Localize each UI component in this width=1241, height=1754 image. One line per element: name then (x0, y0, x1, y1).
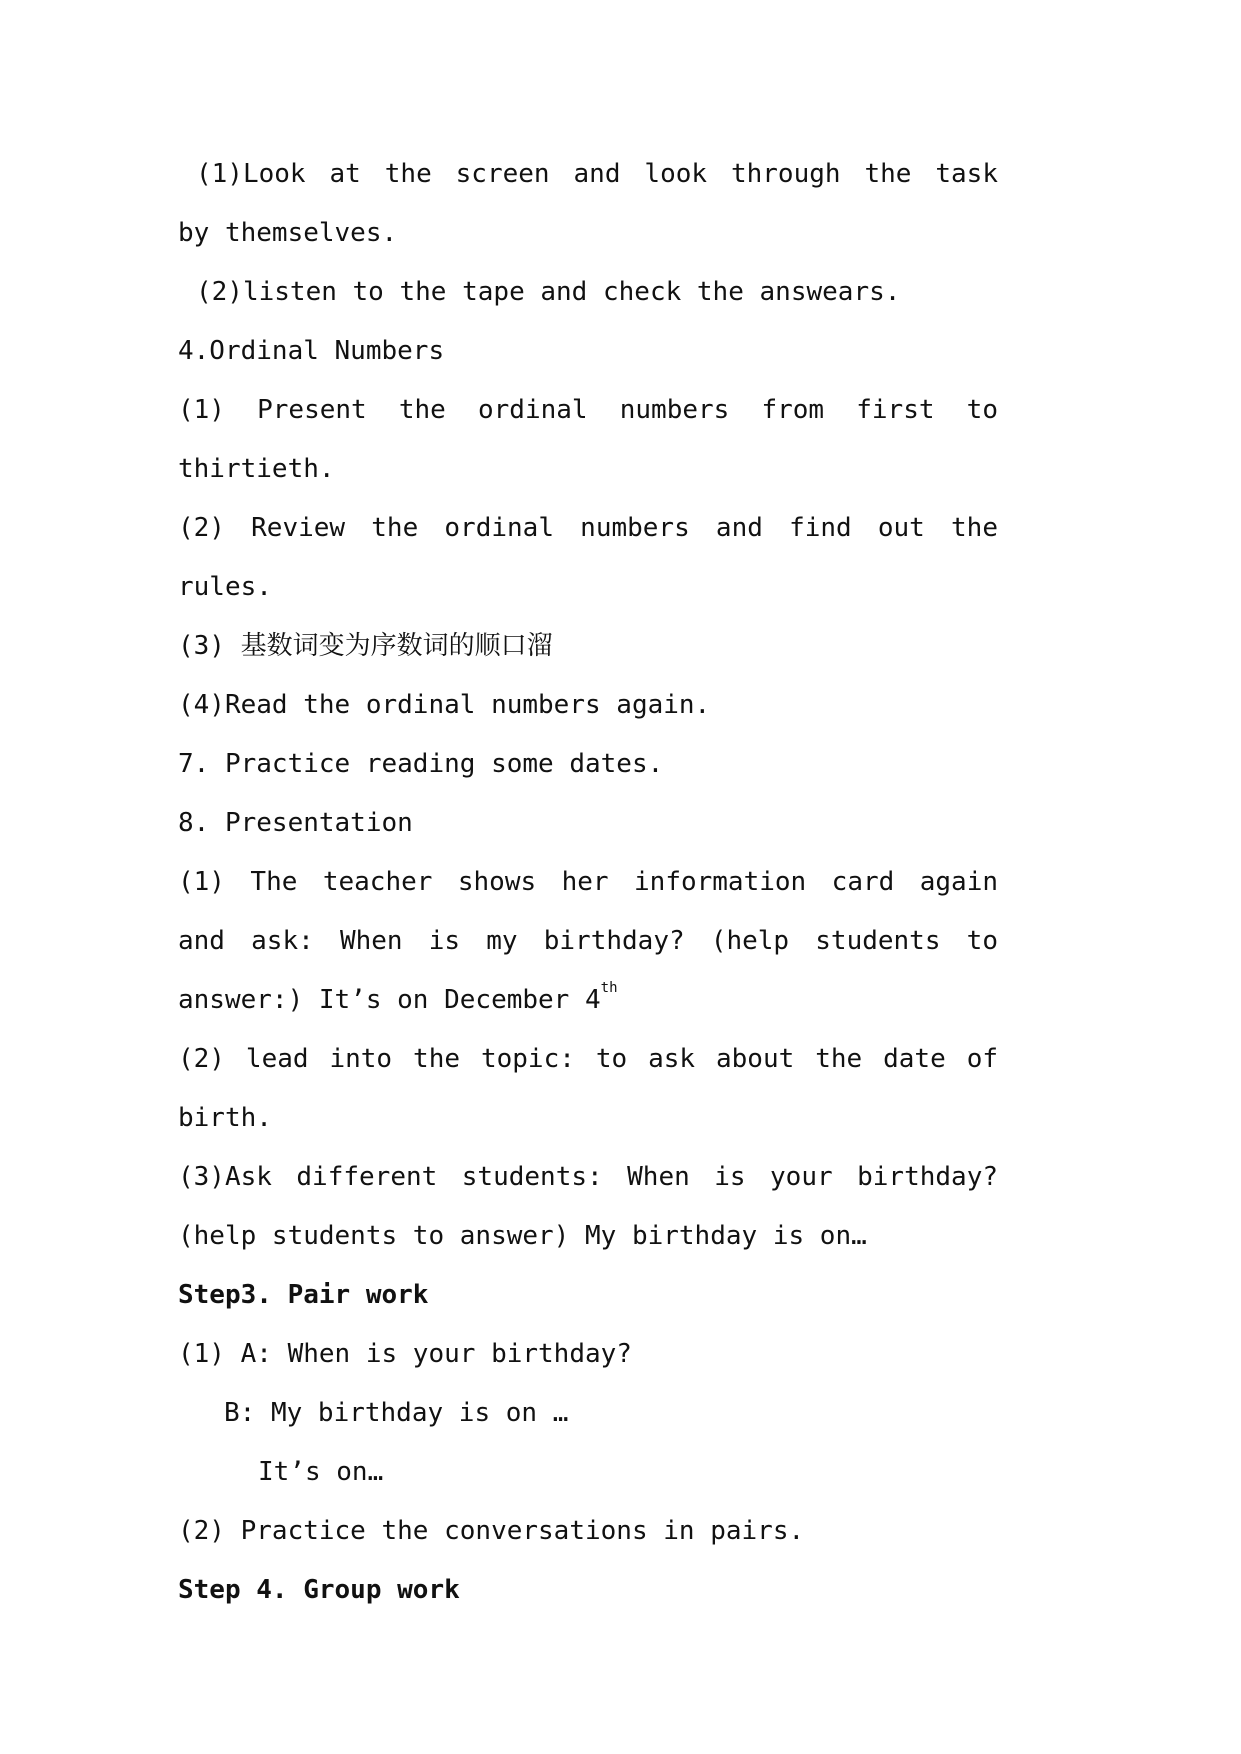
text-line: rules. (178, 572, 272, 602)
text-line: (1) Present the ordinal numbers from first to (178, 395, 998, 425)
text-line: and ask: When is my birthday? (help students to (178, 926, 998, 956)
text-line: 7. Practice reading some dates. (178, 749, 664, 779)
step3-heading: Step3. Pair work (178, 1280, 429, 1310)
text-line-with-superscript (178, 971, 998, 1030)
text-line: (help students to answer) My birthday is on… (178, 1221, 867, 1251)
section-heading-ordinal-numbers: 4.Ordinal Numbers (178, 336, 445, 366)
ordinal-superscript: th (600, 980, 618, 997)
text-line: (2) Practice the conversations in pairs. (178, 1516, 805, 1546)
document-body (178, 145, 998, 1620)
step4-heading: Step 4. Group work (178, 1575, 460, 1605)
text-line: (3)Ask different students: When is your birthday? (178, 1162, 998, 1192)
text-line: (1)Look at the screen and look through the task (196, 159, 998, 189)
text-line: (1) A: When is your birthday? (178, 1339, 632, 1369)
text-line: (4)Read the ordinal numbers again. (178, 690, 711, 720)
text-line: by themselves. (178, 218, 398, 248)
text-line: B: My birthday is on … (224, 1398, 569, 1428)
text-line: (2) lead into the topic: to ask about the date of (178, 1044, 998, 1074)
text-line: (2)listen to the tape and check the answears. (196, 277, 901, 307)
text-line: birth. (178, 1103, 272, 1133)
text-line-chinese: (3) 基数词变为序数词的顺口溜 (178, 631, 553, 661)
section-heading-presentation: 8. Presentation (178, 808, 413, 838)
text-line: answer:) It’s on December 4 (178, 985, 601, 1015)
text-line: thirtieth. (178, 454, 335, 484)
text-line: (1) The teacher shows her information card again (178, 867, 998, 897)
text-line: (2) Review the ordinal numbers and find out the (178, 513, 998, 543)
text-line: It’s on… (258, 1457, 384, 1487)
